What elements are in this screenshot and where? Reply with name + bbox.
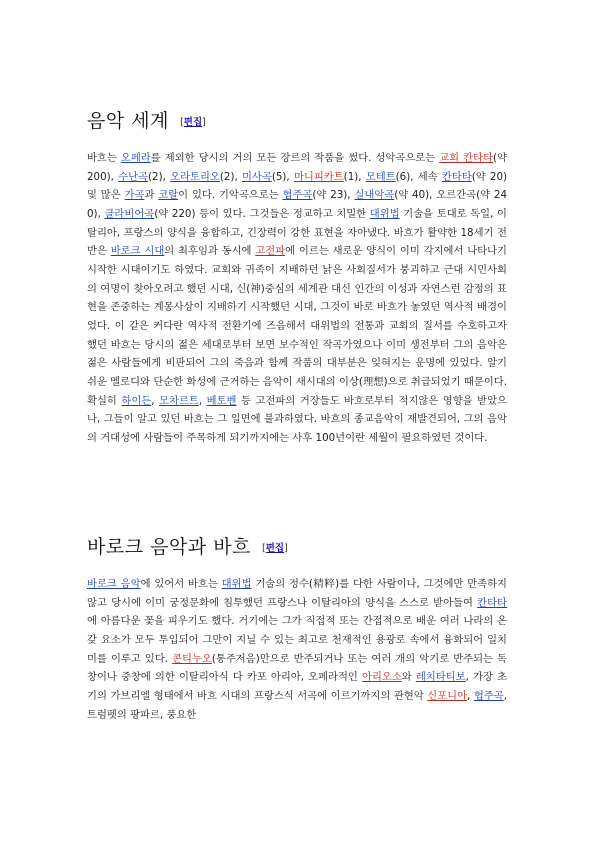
paragraph-text: , 트럼펫의 팡파르, 풍요한 xyxy=(87,689,508,721)
wiki-link[interactable]: 대위법 xyxy=(221,578,252,590)
paragraph-text: (1), xyxy=(343,170,366,183)
paragraph-text: , xyxy=(151,394,160,407)
paragraph-text: (5), xyxy=(271,170,294,183)
paragraph-text: 등 고전파의 거장들도 바흐로부터 적지않은 영향을 받았으나, 그들이 알고 있던 바흐는 그 일면에 불과하였다. 바흐의 종교음악이 재발견되어, 그의 음악의 거대성에 사람들이 주목하게 되기까지에는 사후 100년이란 세월이 필요하였던 것이다. xyxy=(87,394,507,444)
wiki-link[interactable]: 신포니아 xyxy=(427,689,468,702)
wiki-link[interactable]: 칸타타 xyxy=(441,170,472,183)
wiki-link[interactable]: 바로크 음악 xyxy=(87,578,141,590)
paragraph-text: (통주저음)만으로 반주되거나 또는 여러 개의 악기로 반주되는 독창이나 중창에 의한 이탈리아식 다 카포 아리아, 오페라적인 xyxy=(87,652,507,684)
section-paragraph xyxy=(87,149,507,448)
edit-link-wrapper: [편집] xyxy=(262,543,288,554)
paragraph-text: 에 있어서 바흐는 xyxy=(140,578,222,590)
wiki-link[interactable]: 오페라 xyxy=(120,152,151,164)
wiki-link[interactable]: 교회 칸타타 xyxy=(439,152,494,164)
wiki-link[interactable]: 클라비어곡 xyxy=(104,207,155,220)
paragraph-text: , xyxy=(198,394,207,407)
wiki-link[interactable]: 콘티누오 xyxy=(172,652,212,665)
section-title: 바로크 음악과 바흐 xyxy=(87,536,251,558)
paragraph-text: 기술의 정수(精粹)를 다한 사람이나, 그것에만 만족하지 않고 당시에 이미 궁정문화에 침투했던 프랑스나 이탈리아의 양식을 스스로 받아들여 xyxy=(87,578,507,609)
wiki-link[interactable]: 하이든 xyxy=(121,394,152,407)
wiki-link[interactable]: 협주곡 xyxy=(282,189,313,202)
paragraph-text: (약 220) 등이 있다. 그것들은 정교하고 치밀한 xyxy=(154,207,370,220)
wiki-link[interactable]: 협주곡 xyxy=(473,689,504,702)
wiki-link[interactable]: 모차르트 xyxy=(159,394,199,407)
wiki-link[interactable]: 베토벤 xyxy=(206,394,237,407)
edit-link[interactable]: 편집 xyxy=(183,117,203,128)
paragraph-text: (약 200), xyxy=(87,152,507,183)
paragraph-text: 에 이르는 새로운 양식이 이미 각지에서 나타나기 시작한 시대이기도 하였다. 교회와 귀족이 지배하던 낡은 사회질서가 붕괴하고 근대 시민사회의 여명이 찾아오려고 했던 시대, 신(神)중심의 세계관 대신 인간의 이성과 자연스런 감정의 표현을 존중하는 계몽사상이 지배하기 시작했던 시대, 그것이 바로 바흐가 놓였던 역사적 배경이었다. 이 같은 커다란 역사적 전환기에 즈음해서 대위법의 전통과 교회의 질서를 수호하고자 했던 바흐는 당시의 젊은 세대로부터 보면 보수적인 작곡가였으나 이미 생전부터 그의 음악은 젊은 사람들에게 비판되어 그의 죽음과 함께 작품의 대부분은 잊혀지는 운명에 있었다. 알기 쉬운 멜로디와 단순한 화성에 근거하는 음악이 새시대의 이상(理想)으로 취급되었기 때문이다. 확실히 xyxy=(87,245,507,407)
paragraph-text: , 가장 초기의 가브리엘 형태에서 바흐 시대의 프랑스식 서곡에 이르기까지의 관현악 xyxy=(87,671,507,702)
paragraph-text: (2), xyxy=(148,170,171,183)
wiki-link[interactable]: 대위법 xyxy=(369,207,400,220)
wiki-link[interactable]: 코랄 xyxy=(158,189,179,202)
paragraph-text: 바흐는 xyxy=(87,152,121,164)
section-title: 음악 세계 xyxy=(87,110,169,132)
paragraph-text: (약 40), 오르간곡(약 240), xyxy=(87,189,507,220)
paragraph-text: (6), 세속 xyxy=(395,170,442,183)
paragraph-text: 와 xyxy=(401,671,416,684)
section-heading-music-world xyxy=(87,106,206,133)
edit-link[interactable]: 편집 xyxy=(265,543,285,554)
wiki-link[interactable]: 모테트 xyxy=(365,170,396,183)
wiki-link[interactable]: 가곡 xyxy=(124,189,145,202)
paragraph-text: 에 아름다운 꽃을 피우기도 했다. 거기에는 그가 직접적 또는 간접적으로 배운 여러 나라의 온갖 요소가 모두 투입되어 그만이 지닐 수 있는 최고로 천재적인 용광로 속에서 융화되어 일치미를 이루고 있다. xyxy=(87,615,507,665)
paragraph-text: 를 제외한 당시의 거의 모든 장르의 작품을 썼다. 성악곡으로는 xyxy=(150,152,440,164)
paragraph-text: 과 xyxy=(144,189,159,202)
paragraph-text: 이 있다. 기악곡으로는 xyxy=(178,189,283,202)
section-paragraph xyxy=(87,575,507,724)
wiki-link[interactable]: 바로크 시대 xyxy=(110,245,165,258)
wiki-link[interactable]: 실내악곡 xyxy=(354,189,395,202)
wiki-link[interactable]: 고전파 xyxy=(255,245,286,258)
edit-link-wrapper: [편집] xyxy=(180,117,206,128)
paragraph-text: (2), xyxy=(219,170,242,183)
paragraph-text: , xyxy=(467,689,474,702)
wiki-link[interactable]: 오라토리오 xyxy=(170,170,220,183)
wiki-link[interactable]: 마니피카트 xyxy=(293,170,344,183)
wiki-link[interactable]: 수난곡 xyxy=(118,170,149,183)
paragraph-text: (약 23), xyxy=(312,189,355,202)
paragraph-text: 기술을 토대로 독일, 이탈리아, 프랑스의 양식을 융합하고, 긴장력이 강한 표현을 자아냈다. 바흐가 활약한 18세기 전반은 xyxy=(87,207,507,258)
section-heading-baroque xyxy=(87,532,288,559)
wiki-link[interactable]: 미사곡 xyxy=(241,170,272,183)
wiki-link[interactable]: 칸타타 xyxy=(477,596,507,609)
wiki-link[interactable]: 아리오소 xyxy=(362,671,402,684)
wiki-link[interactable]: 레치타티보 xyxy=(415,671,466,684)
paragraph-text: (약 20) 및 많은 xyxy=(87,170,508,202)
paragraph-text: 의 최후임과 동시에 xyxy=(164,245,256,258)
